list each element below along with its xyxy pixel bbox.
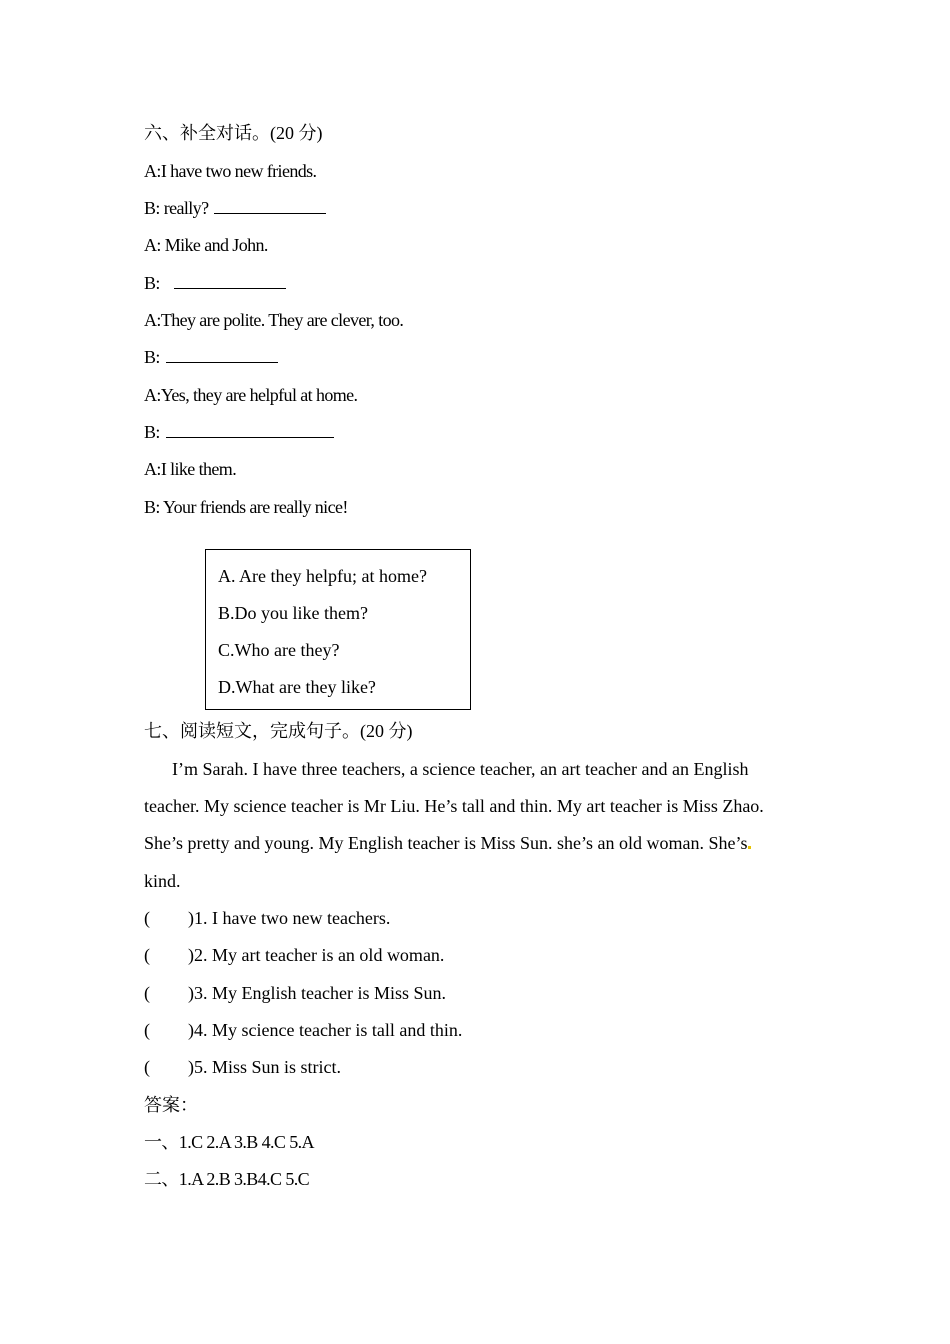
dialogue-line-10 — [144, 496, 348, 518]
dialogue-line-8 — [144, 421, 334, 443]
dialogue-text: I have two new friends. — [160, 161, 317, 181]
dialogue-line-4 — [144, 272, 286, 294]
answers-title: 答案： — [144, 1095, 198, 1115]
answer-blank[interactable] — [166, 421, 334, 438]
answers-line-1: 一、1.C 2.A 3.B 4.C 5.A — [144, 1132, 314, 1152]
option-d: D.What are they like? — [218, 677, 376, 697]
speaker-label: B: — [144, 422, 160, 442]
dialogue-text: I like them. — [160, 459, 237, 479]
question-text: 1. I have two new teachers. — [194, 908, 391, 928]
option-b: B.Do you like them? — [218, 603, 368, 623]
answer-paren-close: ) — [188, 983, 194, 1003]
options-box — [205, 549, 471, 710]
dialogue-text: Yes, they are helpful at home. — [160, 385, 358, 405]
dialogue-text: really? — [159, 198, 213, 218]
answer-paren-open[interactable]: ( — [144, 908, 150, 928]
question-text: 3. My English teacher is Miss Sun. — [194, 983, 446, 1003]
speaker-label: A: — [144, 161, 161, 181]
speaker-label: B: — [144, 497, 160, 517]
dialogue-text: Mike and John. — [160, 235, 268, 255]
question-4 — [144, 1019, 462, 1041]
question-2 — [144, 944, 444, 966]
passage-line-2: teacher. My science teacher is Mr Liu. He’s tall and thin. My art teacher is Miss Zhao. — [144, 796, 764, 816]
speaker-label: B: — [144, 347, 160, 367]
speaker-label: B: — [144, 198, 160, 218]
section6-heading: 六、补全对话。(20 分) — [144, 123, 323, 143]
speaker-label: B: — [144, 273, 160, 293]
passage-line-1: I’m Sarah. I have three teachers, a science teacher, an art teacher and an English — [172, 759, 749, 779]
answers-line-2: 二、1.A 2.B 3.B4.C 5.C — [144, 1169, 310, 1189]
dialogue-line-1 — [144, 160, 316, 182]
answer-paren-close: ) — [188, 908, 194, 928]
dialogue-text: Your friends are really nice! — [159, 497, 348, 517]
answer-paren-close: ) — [188, 945, 194, 965]
question-1 — [144, 907, 390, 929]
question-text: 5. Miss Sun is strict. — [194, 1057, 342, 1077]
answer-paren-open[interactable]: ( — [144, 1020, 150, 1040]
option-a: A. Are they helpfu; at home? — [218, 566, 427, 586]
question-text: 2. My art teacher is an old woman. — [194, 945, 445, 965]
dialogue-line-9 — [144, 458, 236, 480]
dialogue-line-2 — [144, 197, 326, 219]
answer-paren-open[interactable]: ( — [144, 1057, 150, 1077]
speaker-label: A: — [144, 459, 161, 479]
question-5 — [144, 1056, 341, 1078]
speaker-label: A: — [144, 235, 161, 255]
answer-paren-open[interactable]: ( — [144, 945, 150, 965]
answer-blank[interactable] — [166, 346, 278, 363]
dialogue-text: They are polite. They are clever, too. — [160, 310, 404, 330]
passage-text: She’s pretty and young. My English teacher is Miss Sun. she’s an old woman. She’s — [144, 833, 748, 853]
passage-line-3 — [144, 832, 751, 854]
answer-paren-close: ) — [188, 1057, 194, 1077]
section7-heading: 七、阅读短文，完成句子。(20 分) — [144, 721, 413, 741]
dialogue-line-3 — [144, 234, 268, 256]
answer-blank[interactable] — [174, 272, 286, 289]
dialogue-line-5 — [144, 309, 403, 331]
speaker-label: A: — [144, 310, 161, 330]
answer-blank[interactable] — [214, 197, 326, 214]
passage-line-4: kind. — [144, 871, 181, 891]
dialogue-line-6 — [144, 346, 278, 368]
speaker-label: A: — [144, 385, 161, 405]
dialogue-line-7 — [144, 384, 357, 406]
question-3 — [144, 982, 446, 1004]
highlight-dot — [748, 846, 751, 849]
answer-paren-open[interactable]: ( — [144, 983, 150, 1003]
question-text: 4. My science teacher is tall and thin. — [194, 1020, 463, 1040]
answer-paren-close: ) — [188, 1020, 194, 1040]
option-c: C.Who are they? — [218, 640, 340, 660]
